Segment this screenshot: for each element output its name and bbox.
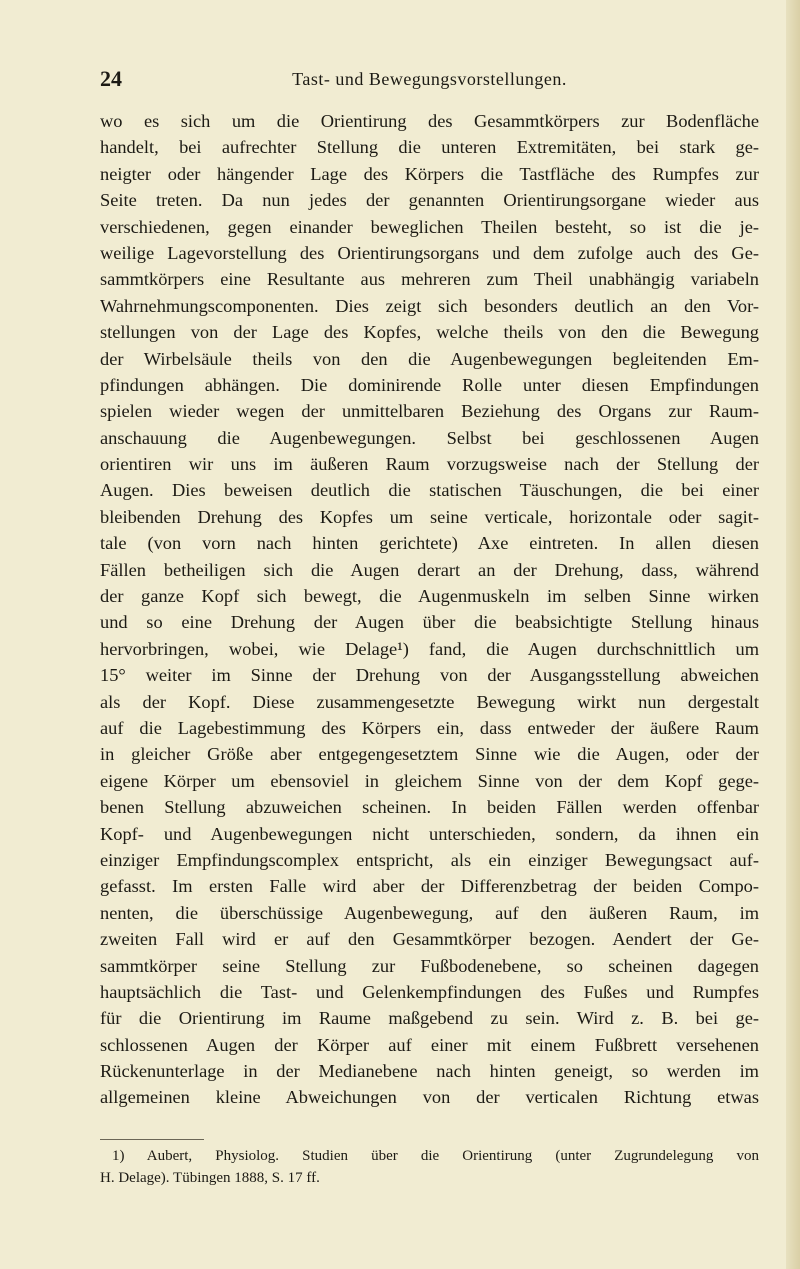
- text-line: auf die Lagebestimmung des Körpers ein, dass entweder der äußere Raum: [100, 717, 759, 738]
- page-number: 24: [100, 66, 122, 91]
- text-line: weilige Lagevorstellung des Orientirungsorgans und dem zufolge auch des Ge-: [100, 242, 759, 263]
- text-line: tale (von vorn nach hinten gerichtete) Axe eintreten. In allen diesen: [100, 533, 759, 554]
- footnote: [100, 1145, 759, 1189]
- page-header: [100, 66, 759, 96]
- text-line: hervorbringen, wobei, wie Delage¹) fand, die Augen durchschnittlich um: [100, 638, 759, 659]
- footnote-line: 1) Aubert, Physiolog. Studien über die Orientirung (unter Zugrundelegung von: [112, 1148, 759, 1164]
- text-line: nenten, die überschüssige Augenbewegung, auf den äußeren Raum, im: [100, 902, 759, 923]
- text-line: Kopf- und Augenbewegungen nicht unterschieden, sondern, da ihnen ein: [100, 823, 759, 844]
- text-line: stellungen von der Lage des Kopfes, welche theils von den die Bewegung: [100, 322, 759, 343]
- text-line: als der Kopf. Diese zusammengesetzte Bewegung wirkt nun dergestalt: [100, 691, 759, 712]
- text-line: eigene Körper um ebensoviel in gleichem Sinne von der dem Kopf gege-: [100, 770, 759, 791]
- text-line: benen Stellung abzuweichen scheinen. In beiden Fällen werden offenbar: [100, 797, 759, 818]
- text-line: zweiten Fall wird er auf den Gesammtkörper bezogen. Aendert der Ge-: [100, 929, 759, 950]
- text-line: gefasst. Im ersten Falle wird aber der Differenzbetrag der beiden Compo-: [100, 876, 759, 897]
- text-line: Fällen betheiligen sich die Augen derart an der Drehung, dass, während: [100, 559, 759, 580]
- text-line: der Wirbelsäule theils von den die Augenbewegungen begleitenden Em-: [100, 348, 759, 369]
- text-line: wo es sich um die Orientirung des Gesammtkörpers zur Bodenfläche: [100, 111, 759, 131]
- text-line: hauptsächlich die Tast- und Gelenkempfindungen des Fußes und Rumpfes: [100, 981, 759, 1002]
- text-line: bleibenden Drehung des Kopfes um seine verticale, horizontale oder sagit-: [100, 506, 759, 527]
- running-head: Tast- und Bewegungsvorstellungen.: [292, 69, 567, 89]
- text-line: schlossenen Augen der Körper auf einer mit einem Fußbrett versehenen: [100, 1034, 759, 1055]
- text-line: Wahrnehmungscomponenten. Dies zeigt sich besonders deutlich an den Vor-: [100, 295, 759, 316]
- text-line: einziger Empfindungscomplex entspricht, als ein einziger Bewegungsact auf-: [100, 849, 759, 870]
- footnote-rule: [100, 1139, 204, 1140]
- text-line: sammtkörpers eine Resultante aus mehreren zum Theil unabhängig variabeln: [100, 269, 759, 290]
- body-text: [100, 108, 759, 1111]
- text-line: spielen wieder wegen der unmittelbaren Beziehung des Organs zur Raum-: [100, 401, 759, 422]
- text-line: allgemeinen kleine Abweichungen von der verticalen Richtung etwas: [100, 1087, 759, 1108]
- text-line: Rückenunterlage in der Medianebene nach hinten geneigt, so werden im: [100, 1061, 759, 1082]
- page-edge: [786, 0, 800, 1269]
- text-line: verschiedenen, gegen einander beweglichen Theilen besteht, so ist die je-: [100, 216, 759, 237]
- text-line: orientiren wir uns im äußeren Raum vorzugsweise nach der Stellung der: [100, 454, 759, 475]
- text-line: sammtkörper seine Stellung zur Fußbodenebene, so scheinen dagegen: [100, 955, 759, 976]
- text-line: für die Orientirung im Raume maßgebend zu sein. Wird z. B. bei ge-: [100, 1008, 759, 1029]
- text-line: der ganze Kopf sich bewegt, die Augenmuskeln im selben Sinne wirken: [100, 586, 759, 607]
- text-line: handelt, bei aufrechter Stellung die unteren Extremitäten, bei stark ge-: [100, 137, 759, 158]
- text-line: neigter oder hängender Lage des Körpers die Tastfläche des Rumpfes zur: [100, 163, 759, 184]
- text-line: pfindungen abhängen. Die dominirende Rolle unter diesen Empfindungen: [100, 374, 759, 395]
- text-line: und so eine Drehung der Augen über die beabsichtigte Stellung hinaus: [100, 612, 759, 633]
- text-line: anschauung die Augenbewegungen. Selbst bei geschlossenen Augen: [100, 427, 759, 448]
- text-line: Seite treten. Da nun jedes der genannten Orientirungsorgane wieder aus: [100, 190, 759, 211]
- text-line: 15° weiter im Sinne der Drehung von der Ausgangsstellung abweichen: [100, 665, 759, 686]
- text-line: in gleicher Größe aber entgegengesetztem Sinne wie die Augen, oder der: [100, 744, 759, 765]
- text-line: Augen. Dies beweisen deutlich die statischen Täuschungen, die bei einer: [100, 480, 759, 501]
- footnote-line: H. Delage). Tübingen 1888, S. 17 ff.: [100, 1170, 320, 1186]
